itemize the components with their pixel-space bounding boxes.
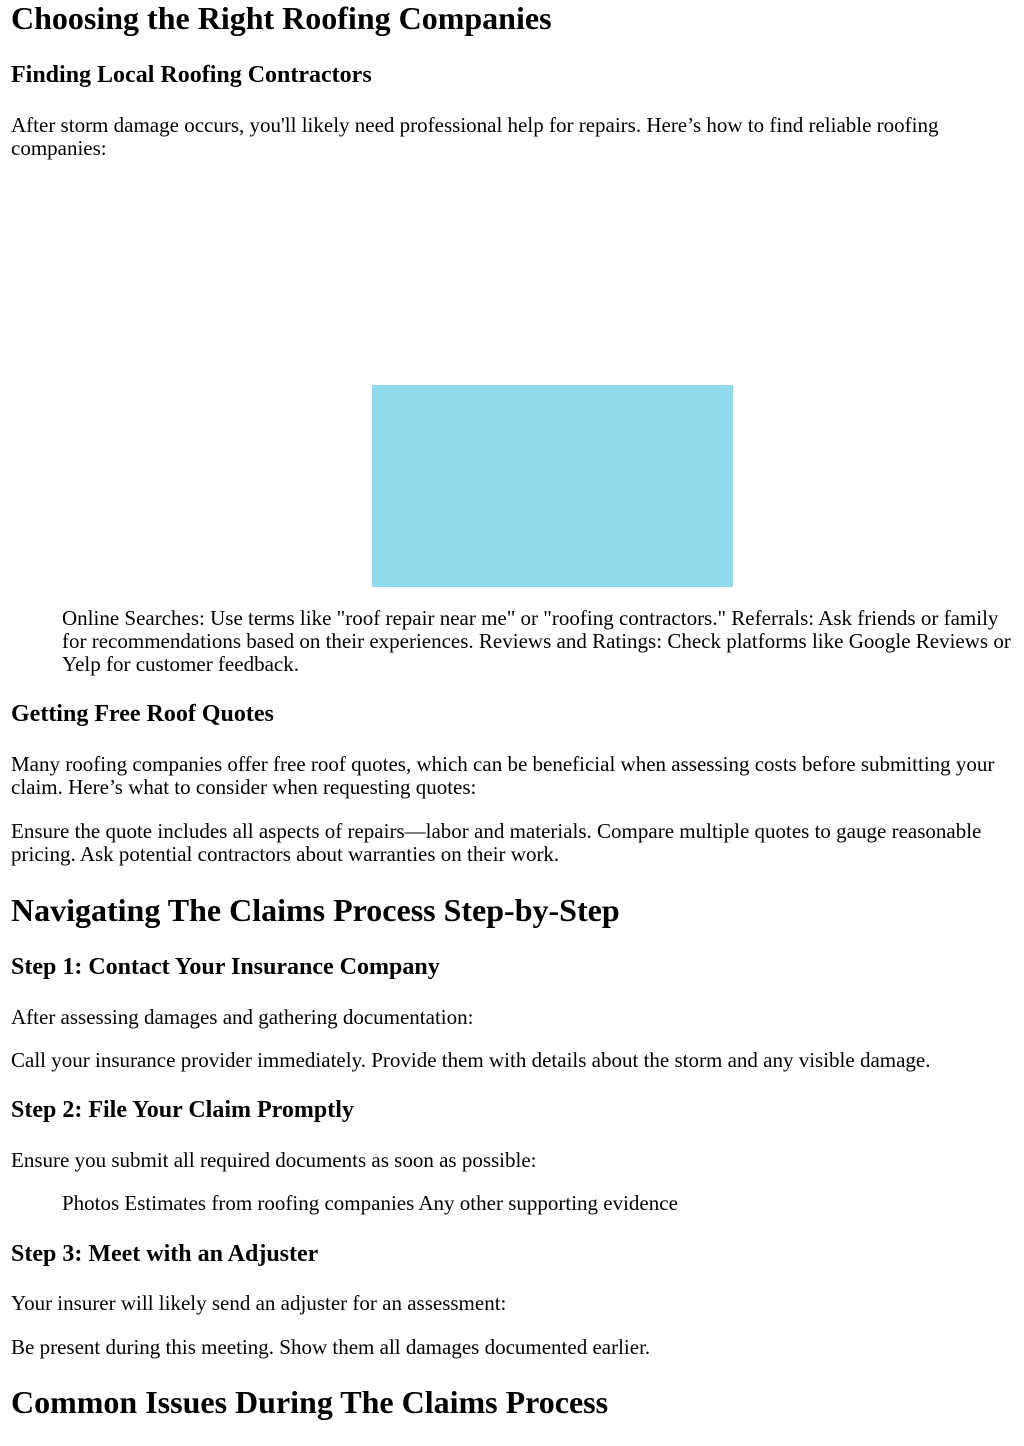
heading-step-3: Step 3: Meet with an Adjuster	[11, 1241, 319, 1267]
step-2-intro: Ensure you submit all required documents as soon as possible:	[11, 1148, 537, 1172]
placeholder-image-fill	[372, 385, 733, 587]
heading-common-issues: Common Issues During The Claims Process	[11, 1384, 609, 1420]
step-3-intro: Your insurer will likely send an adjuster for an assessment:	[11, 1291, 507, 1315]
free-quotes-details: Ensure the quote includes all aspects of repairs—labor and materials. Compare multiple quotes to gauge reasonable pricing. Ask potential contractors about warranties on their work.	[11, 819, 982, 866]
heading-step-1: Step 1: Contact Your Insurance Company	[11, 954, 440, 980]
finding-contractors-intro: After storm damage occurs, you'll likely need professional help for repairs. Here’s how to find reliable roofing companies:	[11, 113, 939, 160]
contractor-search-tips: Online Searches: Use terms like "roof repair near me" or "roofing contractors." Referrals: Ask friends or family for recommendations based on their experiences. Reviews and Ratings: Check platforms like Google Reviews or Yelp for customer feedback.	[62, 606, 1011, 676]
image-placeholder	[372, 385, 733, 587]
heading-finding-local-contractors: Finding Local Roofing Contractors	[11, 62, 372, 88]
step-1-body: Call your insurance provider immediately. Provide them with details about the storm and any visible damage.	[11, 1048, 931, 1072]
placeholder-image-graphic	[372, 385, 733, 587]
heading-claims-process: Navigating The Claims Process Step-by-Step	[11, 892, 620, 928]
page-title: Choosing the Right Roofing Companies	[11, 0, 552, 36]
step-2-document-list: Photos Estimates from roofing companies Any other supporting evidence	[62, 1191, 678, 1215]
free-quotes-intro: Many roofing companies offer free roof quotes, which can be beneficial when assessing costs before submitting your claim. Here’s what to consider when requesting quotes:	[11, 752, 995, 799]
heading-step-2: Step 2: File Your Claim Promptly	[11, 1097, 354, 1123]
heading-free-roof-quotes: Getting Free Roof Quotes	[11, 701, 274, 727]
step-1-intro: After assessing damages and gathering documentation:	[11, 1005, 474, 1029]
step-3-body: Be present during this meeting. Show them all damages documented earlier.	[11, 1335, 651, 1359]
